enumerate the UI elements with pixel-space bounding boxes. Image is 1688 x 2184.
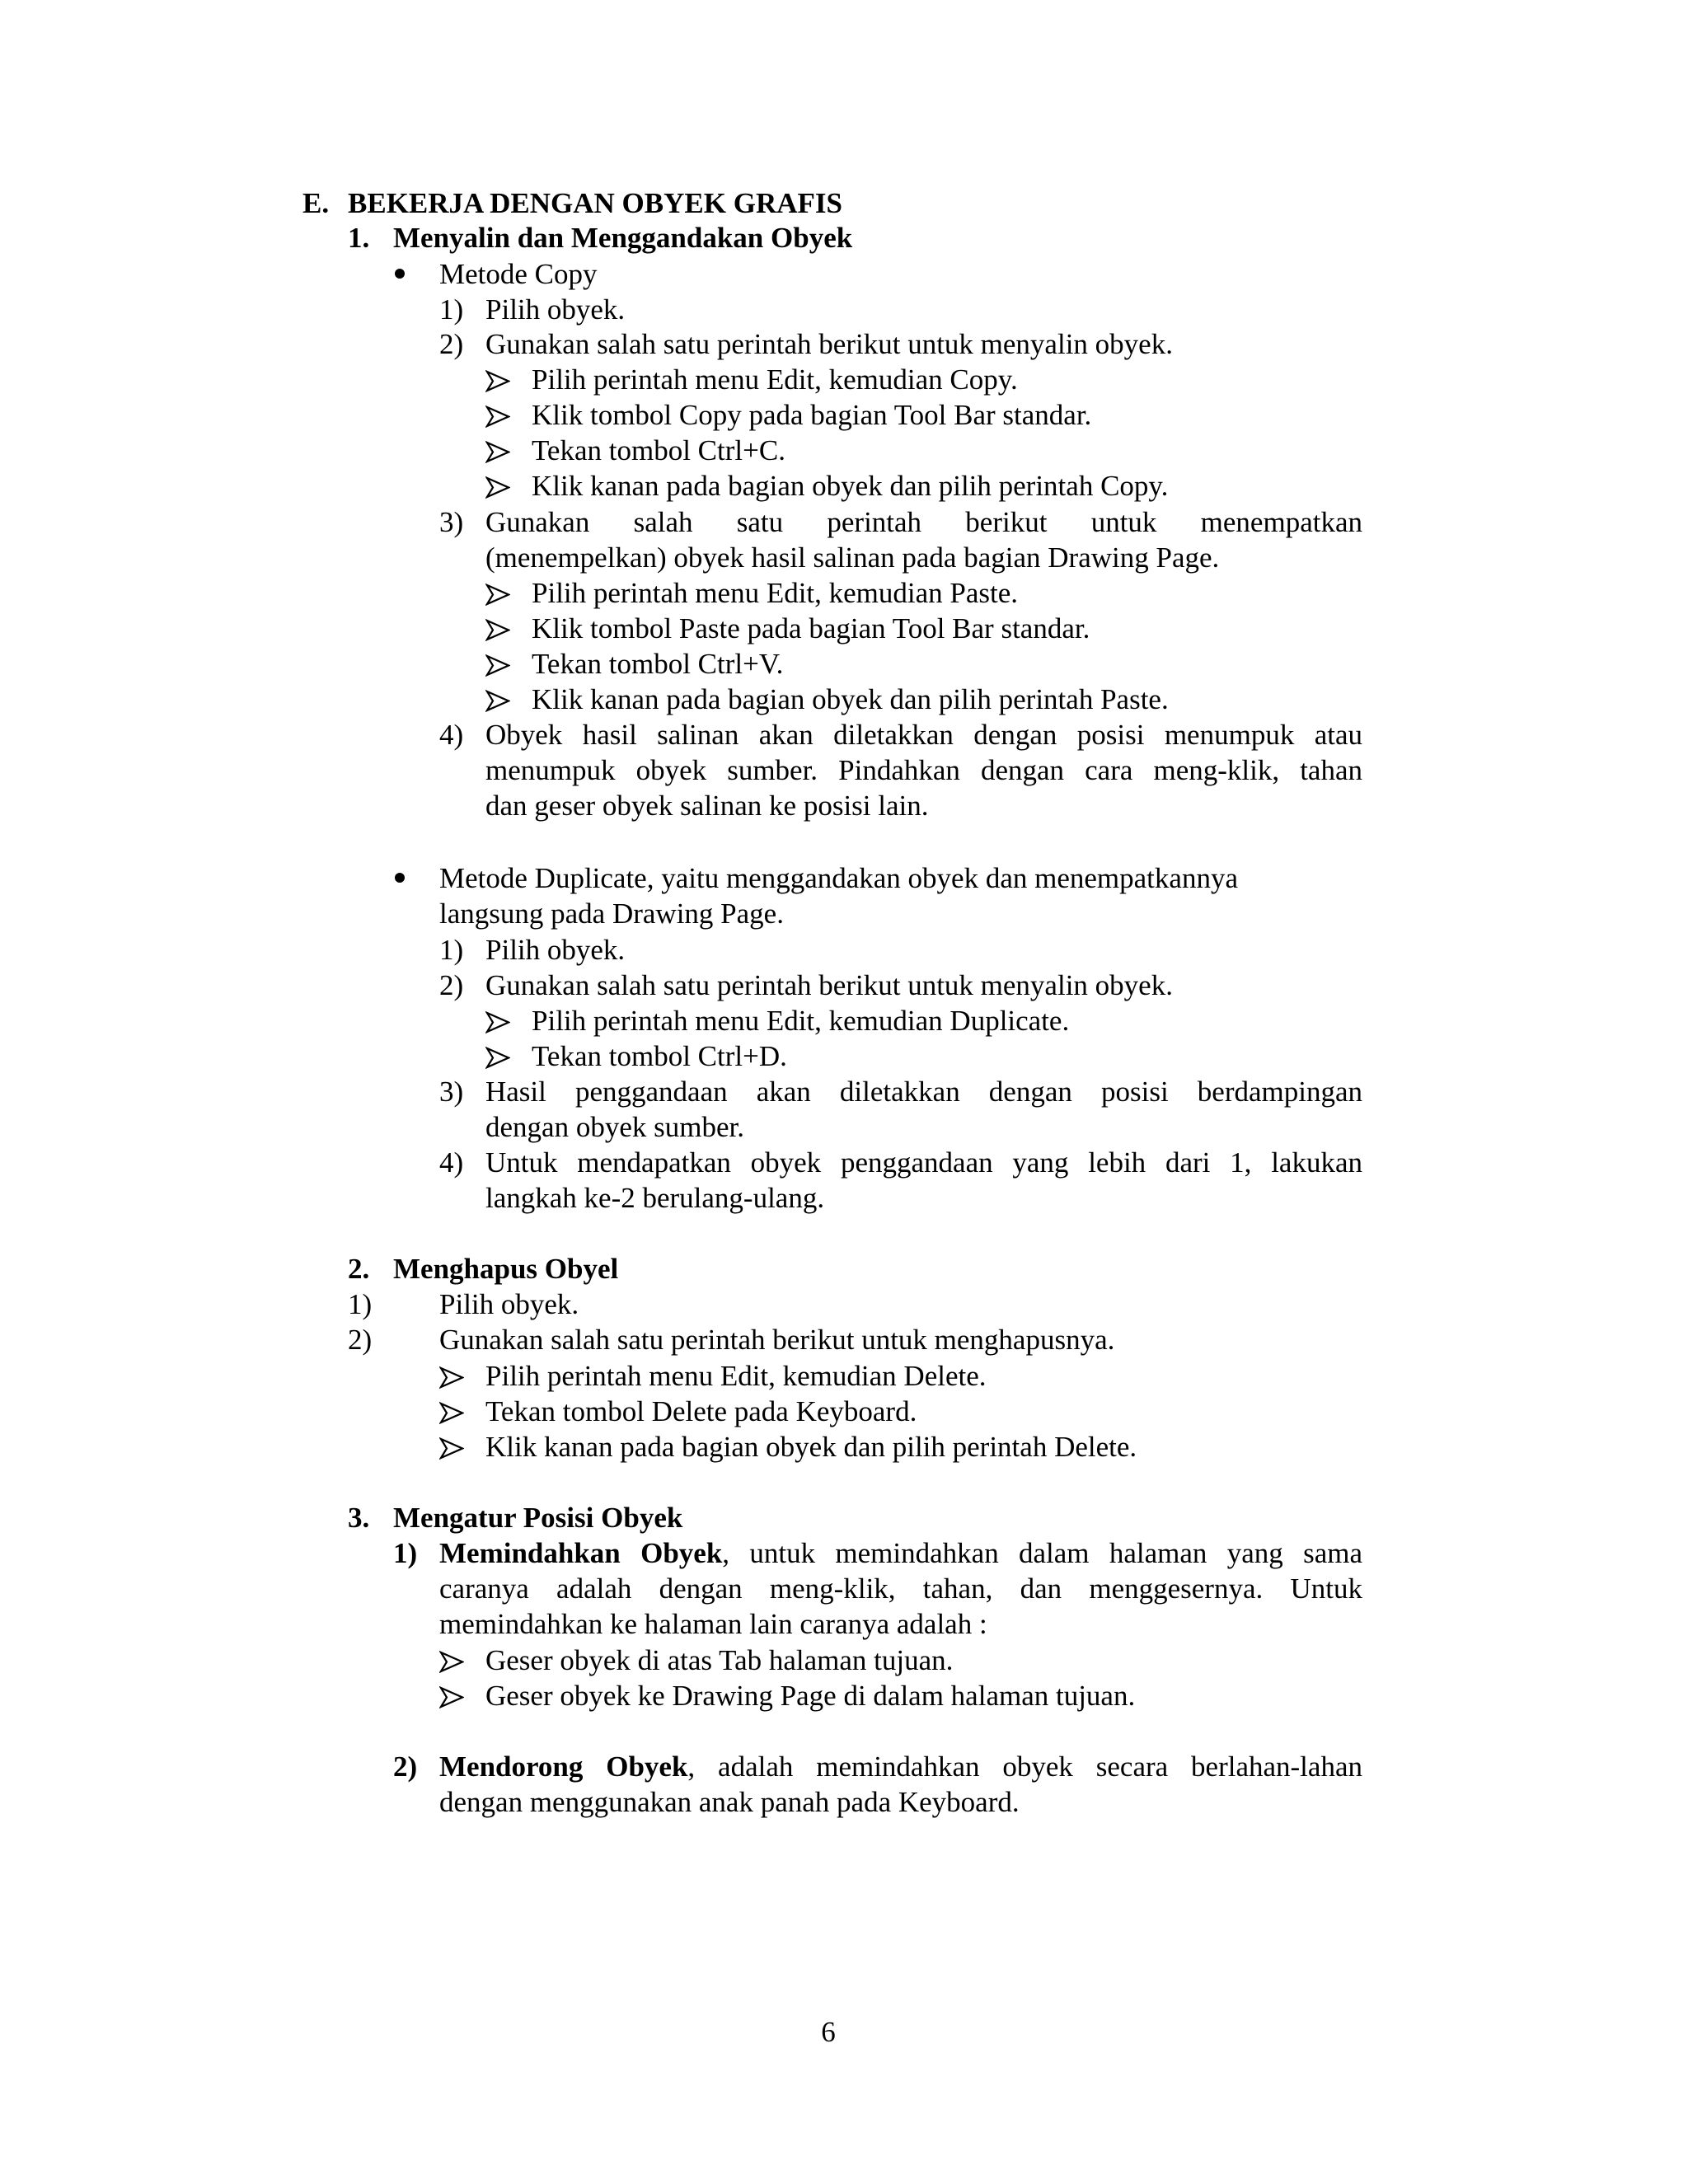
list-item-continuation: (menempelkan) obyek hasil salinan pada bagian Drawing Page.: [485, 541, 1220, 574]
bullet-icon: [395, 269, 405, 279]
method-duplicate-label: Metode Duplicate, yaitu menggandakan obyek dan menempatkannya: [439, 862, 1238, 894]
arrow-item: Klik tombol Paste pada bagian Tool Bar standar.: [485, 611, 1090, 646]
list-item: Untuk mendapatkan obyek penggandaan yang lebih dari 1, lakukan: [485, 1146, 1362, 1179]
arrow-item: Klik tombol Copy pada bagian Tool Bar standar.: [485, 397, 1091, 433]
arrow-item: Pilih perintah menu Edit, kemudian Copy.: [485, 362, 1018, 397]
list-item-continuation: menumpuk obyek sumber. Pindahkan dengan cara meng-klik, tahan: [485, 754, 1362, 786]
list-item: Gunakan salah satu perintah berikut untuk menyalin obyek.: [485, 969, 1173, 1001]
subsection-3-number: 3.: [348, 1502, 370, 1534]
page-number: 6: [821, 2016, 836, 2048]
list-number: 1): [439, 934, 464, 966]
list-number: 4): [439, 719, 464, 751]
arrow-item: Geser obyek ke Drawing Page di dalam halaman tujuan.: [439, 1678, 1135, 1713]
list-number: 2): [348, 1324, 373, 1356]
arrow-item: Geser obyek di atas Tab halaman tujuan.: [439, 1643, 953, 1678]
paragraph-continuation: caranya adalah dengan meng-klik, tahan, dan menggesernya. Untuk: [439, 1572, 1362, 1605]
list-number: 2): [439, 328, 464, 360]
list-item-continuation: langkah ke-2 berulang-ulang.: [485, 1182, 825, 1214]
arrow-bullet-icon: [485, 1003, 532, 1038]
arrow-bullet-icon: [485, 1038, 532, 1074]
list-item-continuation: dengan obyek sumber.: [485, 1111, 744, 1143]
list-number: 3): [439, 506, 464, 538]
arrow-item: Pilih perintah menu Edit, kemudian Paste.: [485, 575, 1018, 611]
arrow-bullet-icon: [485, 682, 532, 717]
method-copy-label: Metode Copy: [439, 258, 598, 290]
list-item: Obyek hasil salinan akan diletakkan dengan posisi menumpuk atau: [485, 719, 1362, 751]
section-title: BEKERJA DENGAN OBYEK GRAFIS: [348, 187, 842, 219]
subsection-3-title: Mengatur Posisi Obyek: [393, 1502, 683, 1534]
list-number: 1): [348, 1288, 373, 1320]
arrow-bullet-icon: [439, 1643, 485, 1678]
list-number: 1): [439, 293, 464, 326]
list-number: 1): [393, 1537, 418, 1569]
arrow-bullet-icon: [485, 433, 532, 468]
arrow-item: Pilih perintah menu Edit, kemudian Duplicate.: [485, 1003, 1069, 1038]
list-item: Hasil penggandaan akan diletakkan dengan posisi berdampingan: [485, 1076, 1362, 1108]
paragraph-mendorong: Mendorong Obyek, adalah memindahkan obyek secara berlahan-lahan: [439, 1750, 1362, 1783]
list-item: Pilih obyek.: [485, 293, 626, 326]
arrow-bullet-icon: [485, 468, 532, 504]
paragraph-continuation: dengan menggunakan anak panah pada Keyboard.: [439, 1786, 1020, 1818]
list-item: Gunakan salah satu perintah berikut untuk menempatkan: [485, 506, 1362, 538]
list-number: 2): [439, 969, 464, 1001]
list-number: 2): [393, 1750, 418, 1783]
list-item: Gunakan salah satu perintah berikut untuk menyalin obyek.: [485, 328, 1173, 360]
list-item: Pilih obyek.: [485, 934, 626, 966]
list-item: Pilih obyek.: [439, 1288, 579, 1320]
arrow-item: Tekan tombol Ctrl+V.: [485, 646, 783, 682]
list-number: 3): [439, 1076, 464, 1108]
subsection-2-number: 2.: [348, 1253, 370, 1285]
subsection-1-title: Menyalin dan Menggandakan Obyek: [393, 222, 853, 254]
arrow-bullet-icon: [439, 1429, 485, 1465]
paragraph-continuation: memindahkan ke halaman lain caranya adalah :: [439, 1608, 987, 1640]
arrow-bullet-icon: [485, 362, 532, 397]
list-item-continuation: dan geser obyek salinan ke posisi lain.: [485, 790, 929, 822]
arrow-bullet-icon: [485, 397, 532, 433]
list-item: Gunakan salah satu perintah berikut untuk menghapusnya.: [439, 1324, 1115, 1356]
arrow-bullet-icon: [485, 575, 532, 611]
method-duplicate-label-continuation: langsung pada Drawing Page.: [439, 898, 784, 930]
arrow-item: Klik kanan pada bagian obyek dan pilih perintah Delete.: [439, 1429, 1137, 1465]
arrow-item: Tekan tombol Ctrl+D.: [485, 1038, 787, 1074]
bullet-icon: [395, 873, 405, 883]
subsection-2-title: Menghapus Obyel: [393, 1253, 619, 1285]
arrow-item: Tekan tombol Delete pada Keyboard.: [439, 1394, 917, 1429]
arrow-bullet-icon: [485, 646, 532, 682]
arrow-item: Tekan tombol Ctrl+C.: [485, 433, 785, 468]
term-mendorong-obyek: Mendorong Obyek: [439, 1750, 688, 1783]
section-letter: E.: [302, 187, 330, 219]
arrow-item: Pilih perintah menu Edit, kemudian Delete.: [439, 1358, 987, 1394]
list-number: 4): [439, 1146, 464, 1179]
arrow-bullet-icon: [439, 1394, 485, 1429]
arrow-bullet-icon: [485, 611, 532, 646]
arrow-bullet-icon: [439, 1358, 485, 1394]
arrow-item: Klik kanan pada bagian obyek dan pilih perintah Paste.: [485, 682, 1169, 717]
arrow-item: Klik kanan pada bagian obyek dan pilih perintah Copy.: [485, 468, 1168, 504]
arrow-bullet-icon: [439, 1678, 485, 1713]
paragraph-memindahkan: Memindahkan Obyek, untuk memindahkan dalam halaman yang sama: [439, 1537, 1362, 1569]
subsection-1-number: 1.: [348, 222, 370, 254]
term-memindahkan-obyek: Memindahkan Obyek: [439, 1537, 723, 1569]
